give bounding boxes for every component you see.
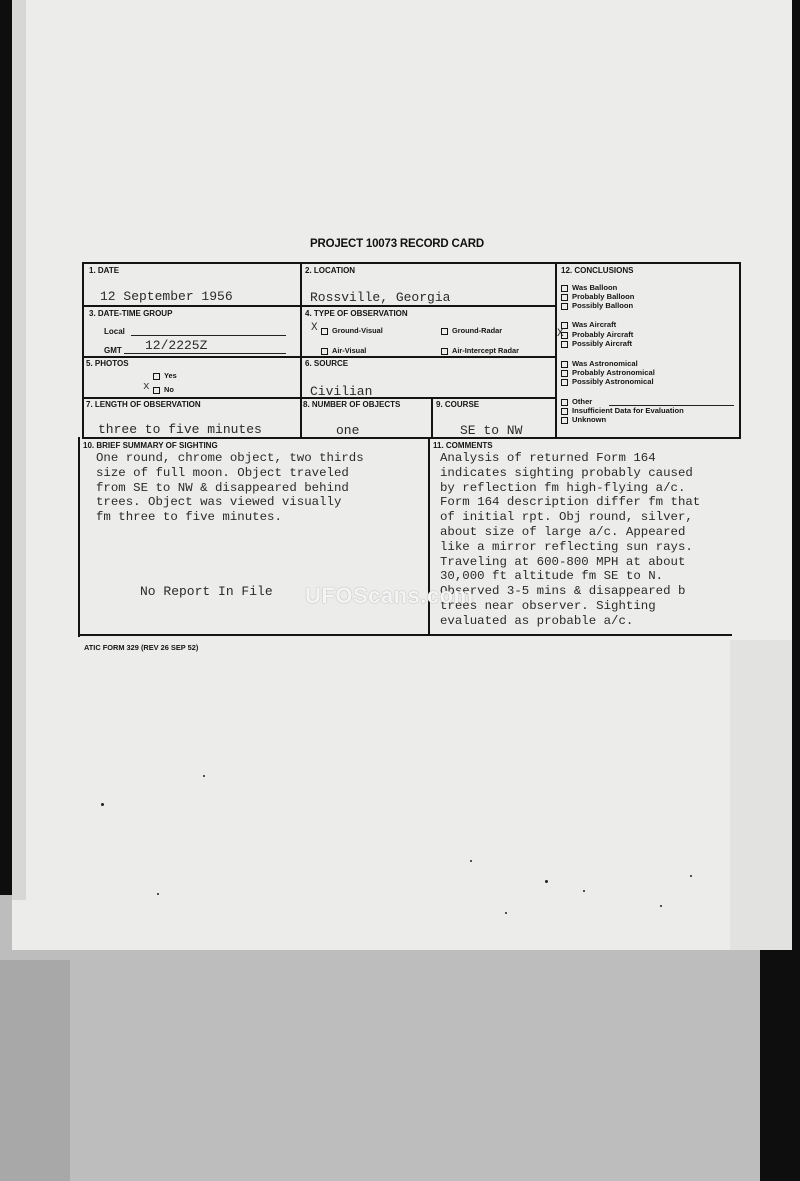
brief-summary-text — [96, 451, 364, 525]
gmt-line — [124, 353, 286, 354]
checkbox-icon — [561, 370, 568, 377]
comment-line: Form 164 description differ fm that — [440, 495, 701, 510]
summary-line: from SE to NW & disappeared behind — [96, 480, 349, 495]
date-value: 12 September 1956 — [100, 289, 233, 304]
course-label: 9. COURSE — [436, 400, 480, 409]
air-intercept-radar-option: Air-Intercept Radar — [441, 346, 519, 355]
comment-line: evaluated as probable a/c. — [440, 613, 634, 628]
ground-radar-option: Ground-Radar — [441, 326, 502, 335]
summary-line: One round, chrome object, two thirds — [96, 451, 364, 465]
comment-line: Analysis of returned Form 164 — [440, 451, 656, 465]
comment-line: of initial rpt. Obj round, silver, — [440, 510, 693, 525]
conclusions-label: 12. CONCLUSIONS — [561, 266, 634, 275]
form-id: ATIC FORM 329 (REV 26 SEP 52) — [84, 643, 199, 652]
paper-shadow — [730, 640, 792, 950]
photos-no-mark: x — [143, 381, 150, 393]
course-value: SE to NW — [460, 423, 523, 438]
comment-line: like a mirror reflecting sun rays. — [440, 539, 693, 554]
gmt-value: 12/2225Z — [145, 338, 208, 353]
checkbox-icon — [561, 379, 568, 386]
source-value-clip — [305, 384, 553, 396]
conclusion-possibly-aircraft: Possibly Aircraft — [561, 339, 632, 348]
watermark: UFOScans.com — [305, 583, 474, 608]
checkbox-icon — [561, 341, 568, 348]
comments-text — [440, 451, 700, 629]
comment-line: Traveling at 600-800 MPH at about — [440, 554, 686, 569]
comment-line: by reflection fm high-flying a/c. — [440, 480, 686, 495]
conclusion-insufficient-data: Insufficient Data for Evaluation — [561, 406, 684, 415]
number-of-objects-value: one — [336, 423, 360, 438]
comment-line: indicates sighting probably caused — [440, 465, 693, 480]
checkbox-icon — [561, 303, 568, 310]
checkbox-icon — [153, 387, 160, 394]
conclusion-was-balloon: Was Balloon — [561, 283, 617, 292]
photos-label: 5. PHOTOS — [86, 359, 129, 368]
comment-line: about size of large a/c. Appeared — [440, 524, 686, 539]
type-of-observation-label: 4. TYPE OF OBSERVATION — [305, 309, 408, 318]
background-sheet-shadow — [0, 960, 70, 1181]
checkbox-icon — [561, 294, 568, 301]
comment-line: trees near observer. Sighting — [440, 598, 656, 613]
checkbox-icon — [441, 348, 448, 355]
summary-line: size of full moon. Object traveled — [96, 465, 349, 480]
checkbox-icon — [561, 399, 568, 406]
source-value: Civilian — [310, 384, 373, 396]
paper-edge — [12, 0, 26, 900]
conclusion-possibly-astronomical: Possibly Astronomical — [561, 377, 654, 386]
checkbox-icon — [561, 285, 568, 292]
location-label: 2. LOCATION — [305, 266, 356, 275]
checkbox-icon — [321, 328, 328, 335]
length-of-observation-value: three to five minutes — [98, 422, 262, 437]
date-time-group-label: 3. DATE-TIME GROUP — [89, 309, 173, 318]
summary-line: trees. Object was viewed visually — [96, 495, 342, 510]
source-label: 6. SOURCE — [305, 359, 349, 368]
local-time-label: Local — [104, 327, 125, 336]
ground-visual-mark: X — [311, 322, 318, 334]
conclusion-probably-balloon: Probably Balloon — [561, 292, 634, 301]
air-visual-option: Air-Visual — [321, 346, 366, 355]
local-time-line — [131, 335, 286, 336]
card-title: PROJECT 10073 RECORD CARD — [310, 238, 484, 250]
ground-visual-option: Ground-Visual — [321, 326, 383, 335]
no-report-note: No Report In File — [140, 584, 273, 599]
probably-aircraft-mark: X — [557, 328, 564, 340]
checkbox-icon — [561, 361, 568, 368]
checkbox-icon — [321, 348, 328, 355]
comment-line: 30,000 ft altitude fm SE to N. — [440, 569, 664, 584]
conclusion-probably-aircraft: Probably Aircraft — [561, 330, 633, 339]
gmt-label: GMT — [104, 346, 122, 355]
comment-line: Observed 3-5 mins & disappeared b — [440, 584, 686, 599]
photos-yes-option: Yes — [153, 371, 177, 380]
location-value: Rossville, Georgia — [310, 290, 451, 305]
checkbox-icon — [441, 328, 448, 335]
conclusion-possibly-balloon: Possibly Balloon — [561, 301, 633, 310]
number-of-objects-label: 8. NUMBER OF OBJECTS — [303, 400, 401, 409]
comments-label: 11. COMMENTS — [433, 441, 493, 450]
length-of-observation-label: 7. LENGTH OF OBSERVATION — [86, 400, 201, 409]
conclusion-unknown: Unknown — [561, 415, 606, 424]
conclusion-was-astronomical: Was Astronomical — [561, 359, 638, 368]
comments-clip — [432, 450, 740, 632]
checkbox-icon — [561, 417, 568, 424]
conclusion-probably-astronomical: Probably Astronomical — [561, 368, 655, 377]
conclusion-other: Other — [561, 397, 592, 406]
checkbox-icon — [561, 408, 568, 415]
conclusion-was-aircraft: Was Aircraft — [561, 320, 616, 329]
date-label: 1. DATE — [89, 266, 120, 275]
brief-summary-label: 10. BRIEF SUMMARY OF SIGHTING — [83, 441, 218, 450]
checkbox-icon — [561, 332, 568, 339]
summary-line: fm three to five minutes. — [96, 510, 282, 525]
checkbox-icon — [153, 373, 160, 380]
photos-no-option: No — [153, 385, 174, 394]
